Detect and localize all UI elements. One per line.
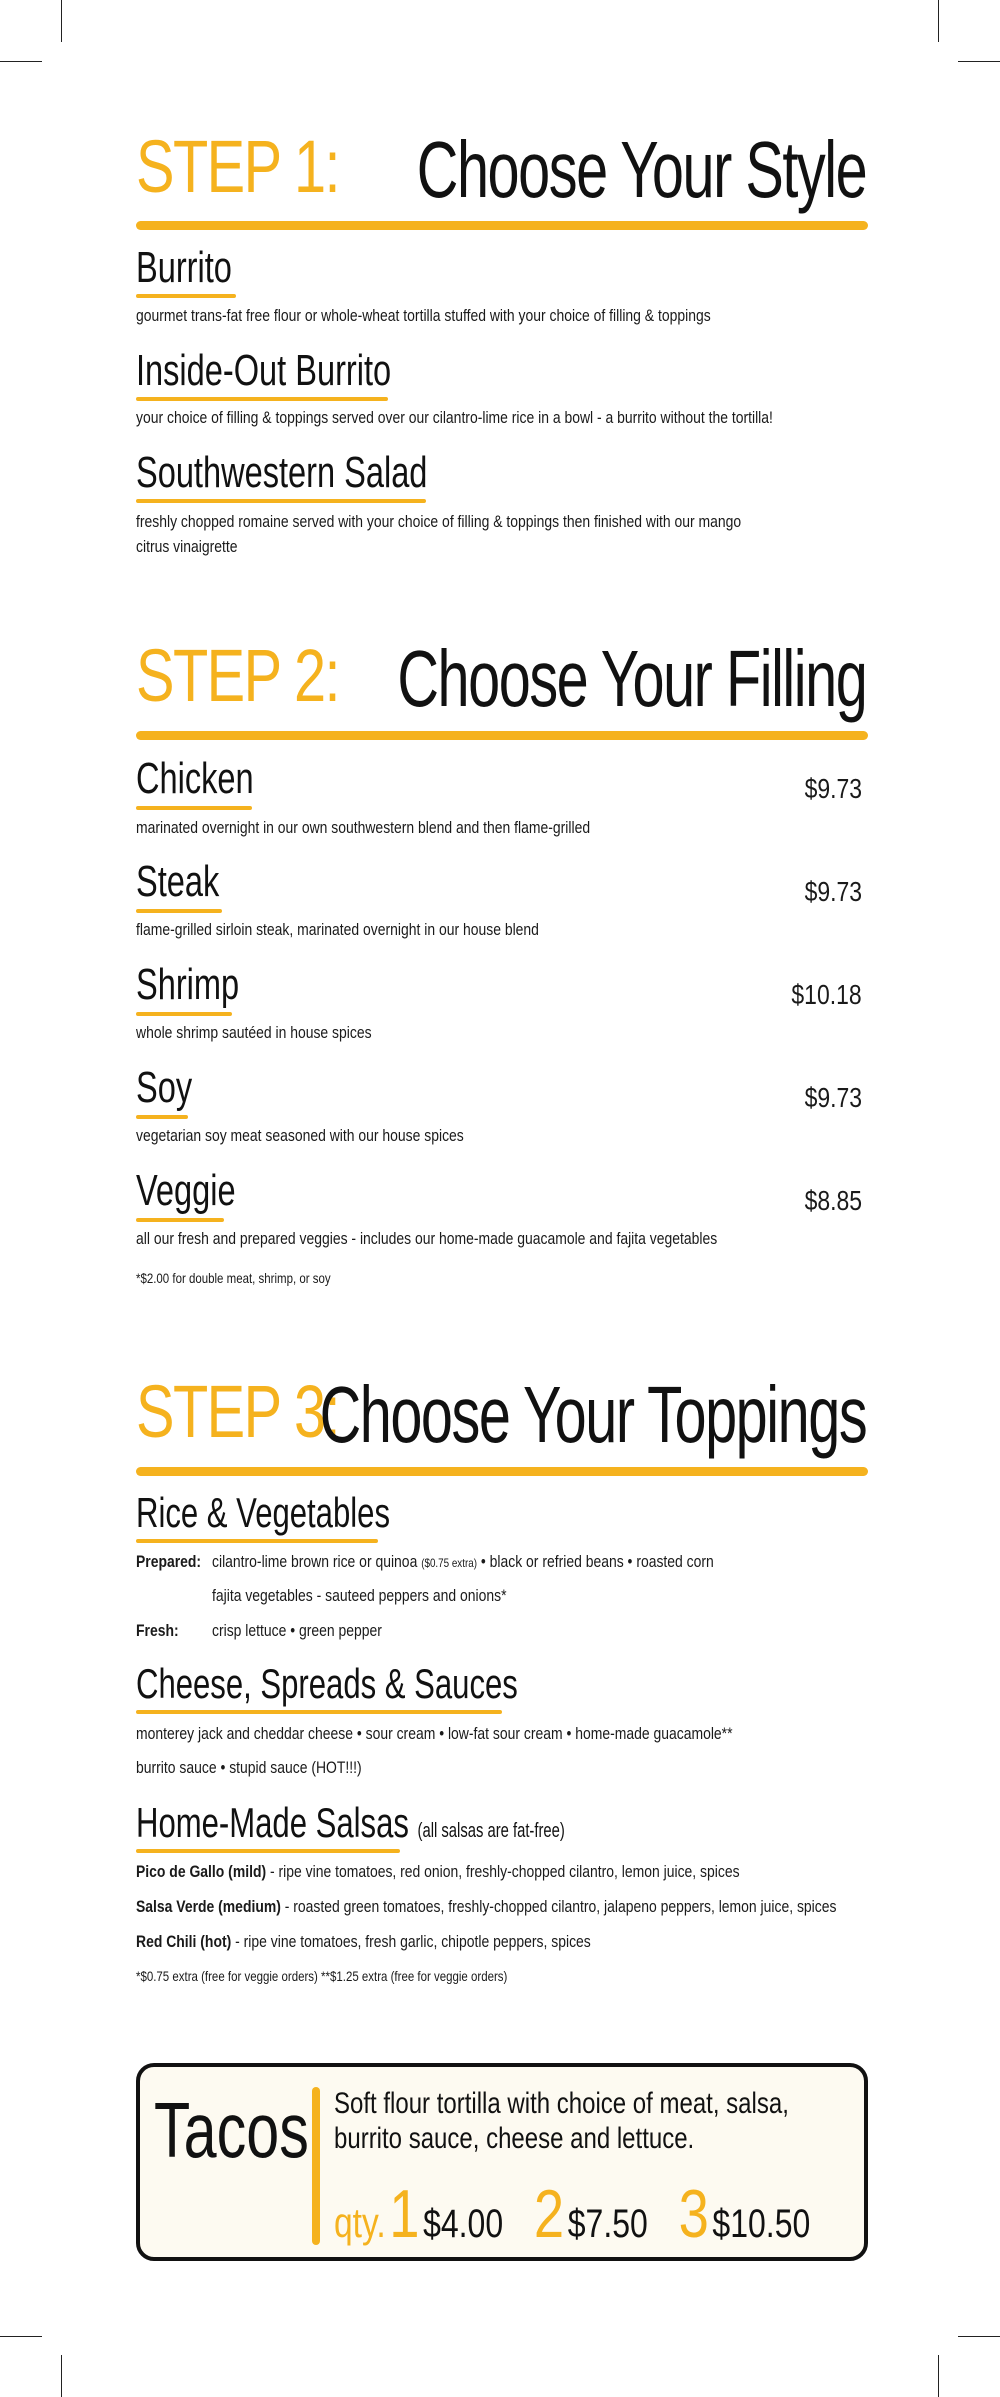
filling-soy-name: Soy	[136, 1063, 193, 1112]
rice-extra-note: ($0.75 extra)	[421, 1556, 478, 1570]
step3-rule	[136, 1467, 868, 1476]
step1-number: STEP 1:	[136, 125, 339, 208]
filling-veggie-price: $8.85	[804, 1185, 862, 1216]
crop-mark	[0, 2336, 42, 2337]
filling-shrimp-price: $10.18	[791, 979, 862, 1010]
qty-3-price: $10.50	[712, 2202, 811, 2246]
tacos-desc-line2: burrito sauce, cheese and lettuce.	[334, 2121, 695, 2155]
step1-title: Choose Your Style	[416, 125, 866, 214]
crop-mark	[938, 0, 939, 42]
crop-mark	[958, 2336, 1000, 2337]
rice-fresh-label: Fresh:	[136, 1621, 179, 1640]
crop-mark	[61, 0, 62, 42]
step3-header	[136, 1369, 866, 1459]
salsa-desc: - ripe vine tomatoes, red onion, freshly-chopped cilantro, lemon juice, spices	[266, 1862, 740, 1881]
filling-veggie-desc: all our fresh and prepared veggies - includes our home-made guacamole and fajita vegetables	[136, 1229, 718, 1248]
step2-rule	[136, 731, 868, 740]
tacos-desc	[334, 2087, 789, 2156]
filling-soy-price: $9.73	[804, 1082, 862, 1113]
crop-mark	[938, 2355, 939, 2397]
filling-steak-price: $9.73	[804, 876, 862, 907]
style-salad-name: Southwestern Salad	[136, 448, 428, 497]
style-salad-desc-2: citrus vinaigrette	[136, 537, 238, 556]
qty-2: 2	[533, 2176, 565, 2252]
tacos-title: Tacos	[154, 2086, 309, 2174]
qty-label: qty.	[334, 2199, 386, 2246]
salsa-desc: - roasted green tomatoes, freshly-chopped cilantro, jalapeno peppers, lemon juice, spices	[280, 1897, 837, 1916]
salsa-item	[136, 1895, 836, 1920]
crop-mark	[61, 2355, 62, 2397]
salsas-heading-row	[136, 1799, 565, 1846]
style-burrito-underline	[136, 294, 236, 298]
filling-steak-desc: flame-grilled sirloin steak, marinated overnight in our house blend	[136, 920, 539, 939]
rice-heading: Rice & Vegetables	[136, 1489, 390, 1536]
filling-shrimp-name: Shrimp	[136, 960, 240, 1009]
style-inside-out-name: Inside-Out Burrito	[136, 346, 392, 395]
style-salad-underline	[136, 499, 426, 503]
filling-steak-name: Steak	[136, 857, 220, 906]
rice-prepared-label: Prepared:	[136, 1552, 202, 1571]
cheese-line2: burrito sauce • stupid sauce (HOT!!!)	[136, 1758, 362, 1777]
step3-title: Choose Your Toppings	[319, 1370, 866, 1459]
salsas-heading-note: (all salsas are fat-free)	[417, 1820, 565, 1842]
filling-soy-underline	[136, 1115, 188, 1119]
filling-veggie-underline	[136, 1218, 224, 1222]
filling-chicken-price: $9.73	[804, 773, 862, 804]
rice-underline	[136, 1539, 378, 1543]
salsa-name: Salsa Verde (medium)	[136, 1897, 281, 1916]
filling-shrimp-underline	[136, 1012, 232, 1016]
salsa-name: Pico de Gallo (mild)	[136, 1862, 267, 1881]
filling-chicken-underline	[136, 806, 252, 810]
salsas-underline	[136, 1849, 400, 1853]
crop-mark	[958, 61, 1000, 62]
salsa-name: Red Chili (hot)	[136, 1932, 232, 1951]
step3-number: STEP 3:	[136, 1370, 339, 1453]
cheese-heading: Cheese, Spreads & Sauces	[136, 1660, 518, 1707]
step1-header	[136, 124, 866, 214]
step2-header	[136, 633, 866, 723]
qty-1-price: $4.00	[423, 2202, 504, 2246]
tacos-desc-line1: Soft flour tortilla with choice of meat, salsa,	[334, 2087, 789, 2120]
style-salad-desc: freshly chopped romaine served with your choice of filling & toppings then finished with our mango	[136, 512, 742, 531]
filling-veggie-name: Veggie	[136, 1166, 236, 1215]
salsas-footnote: *$0.75 extra (free for veggie orders) **$1.25 extra (free for veggie orders)	[136, 1968, 508, 1984]
cheese-underline	[136, 1710, 502, 1714]
filling-chicken-name: Chicken	[136, 754, 254, 803]
style-burrito-name: Burrito	[136, 243, 232, 292]
qty-2-price: $7.50	[567, 2202, 648, 2246]
cheese-line1: monterey jack and cheddar cheese • sour cream • low-fat sour cream • home-made guacamole**	[136, 1724, 733, 1743]
filling-soy-desc: vegetarian soy meat seasoned with our house spices	[136, 1126, 464, 1145]
style-inside-out-desc: your choice of filling & toppings served over our cilantro-lime rice in a bowl - a burrito without the tortilla!	[136, 408, 773, 427]
tacos-box	[136, 2063, 868, 2261]
step2-title: Choose Your Filling	[397, 634, 866, 723]
qty-3: 3	[678, 2176, 709, 2252]
salsa-desc: - ripe vine tomatoes, fresh garlic, chipotle peppers, spices	[231, 1932, 591, 1951]
tacos-prices	[334, 2175, 810, 2253]
filling-chicken-desc: marinated overnight in our own southwestern blend and then flame-grilled	[136, 818, 591, 837]
rice-fresh-line: crisp lettuce • green pepper	[212, 1621, 382, 1640]
filling-footnote: *$2.00 for double meat, shrimp, or soy	[136, 1270, 331, 1286]
rice-prepared-line1	[212, 1550, 714, 1575]
salsa-item	[136, 1930, 591, 1955]
crop-mark	[0, 61, 42, 62]
salsa-item	[136, 1860, 740, 1885]
salsas-heading: Home-Made Salsas	[136, 1799, 409, 1846]
rice-prepared-text-b: • black or refried beans • roasted corn	[480, 1552, 714, 1571]
rice-prepared-text: cilantro-lime brown rice or quinoa	[212, 1552, 418, 1571]
style-burrito-desc: gourmet trans-fat free flour or whole-wheat tortilla stuffed with your choice of filling & toppings	[136, 306, 711, 325]
filling-shrimp-desc: whole shrimp sautéed in house spices	[136, 1023, 372, 1042]
style-inside-out-underline	[136, 397, 388, 401]
step1-rule	[136, 221, 868, 230]
filling-steak-underline	[136, 909, 222, 913]
rice-prepared-line2: fajita vegetables - sauteed peppers and onions*	[212, 1586, 507, 1605]
tacos-divider	[312, 2087, 320, 2245]
step2-number: STEP 2:	[136, 634, 339, 717]
qty-1: 1	[389, 2176, 420, 2252]
